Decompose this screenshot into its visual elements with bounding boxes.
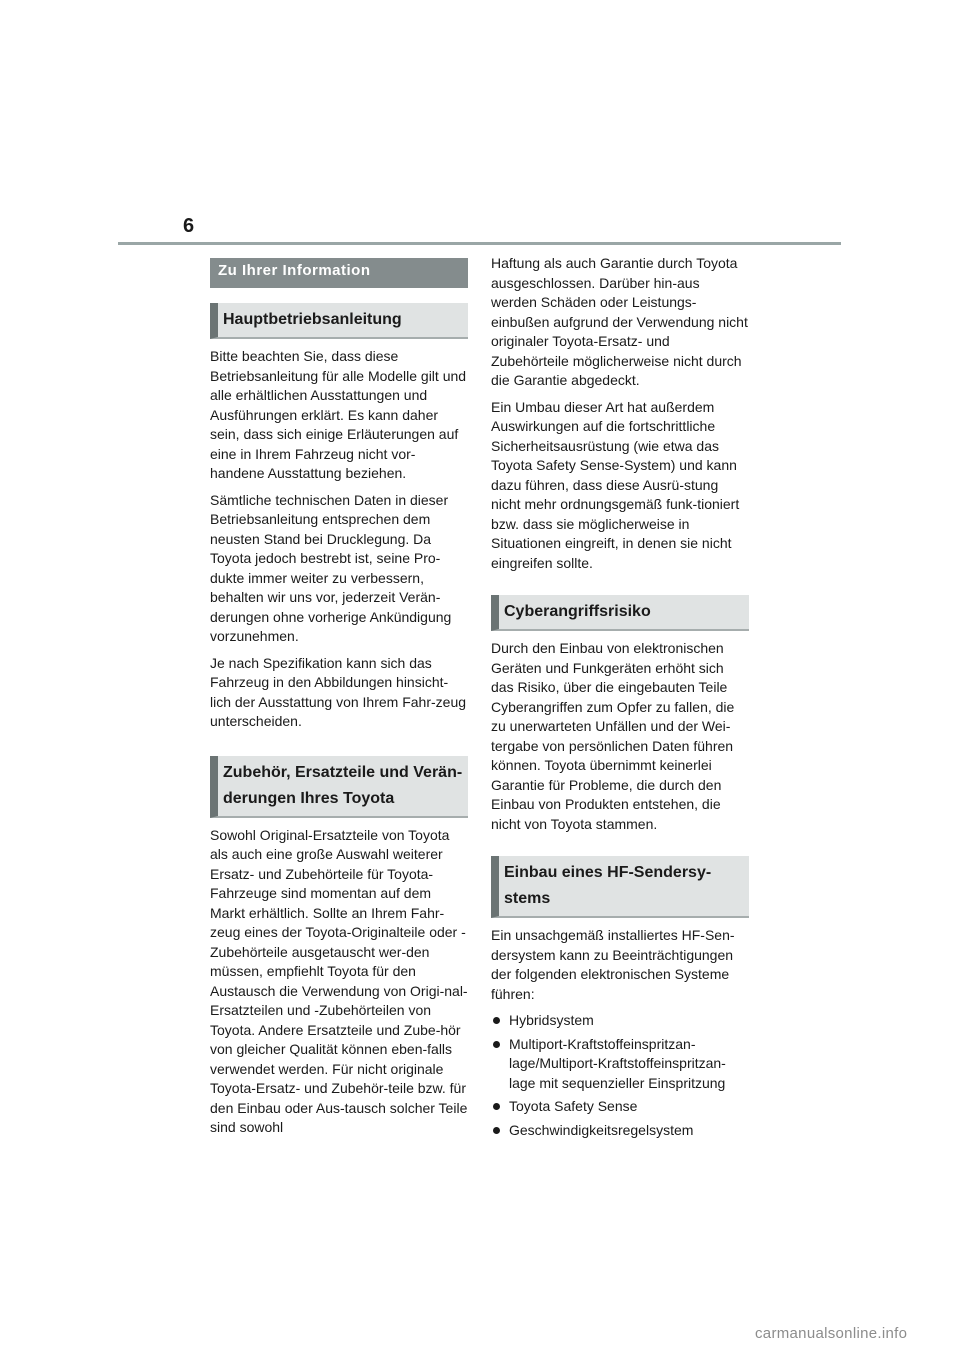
section-heading-accessories: Zubehör, Ersatzteile und Verän-derungen Ihres Toyota bbox=[210, 756, 468, 818]
list-item: Multiport-Kraftstoffeinspritzan-lage/Multiport-Kraftstoffeinspritzan-lage mit sequenzieller Einspritzung bbox=[491, 1035, 749, 1094]
bullet-icon bbox=[493, 1103, 500, 1110]
section-heading-cyber-risk: Cyberangriffsrisiko bbox=[491, 595, 749, 631]
bullet-list bbox=[491, 1011, 749, 1140]
section-heading-rf-transmitter: Einbau eines HF-Sendersy-stems bbox=[491, 856, 749, 918]
paragraph: Ein Umbau dieser Art hat außerdem Auswirkungen auf die fortschrittliche Sicherheitsausrüstung (wie etwa das Toyota Safety Sense-System) und kann dazu führen, dass diese Ausrü-stung nicht mehr ordnungsgemäß funk-tioniert bzw. dass sie möglicherweise in Situationen eingreift, in denen sie nicht eingreifen sollte. bbox=[491, 398, 740, 571]
paragraph: Bitte beachten Sie, dass diese Betriebsanleitung für alle Modelle gilt und alle erhältlichen Ausstattungen und Ausführungen erklärt. Es kann daher sein, dass sich einige Erläuterungen auf eine in Ihrem Fahrzeug nicht vor-handene Ausstattung beziehen. bbox=[210, 348, 467, 481]
paragraph: Durch den Einbau von elektronischen Geräten und Funkgeräten erhöht sich das Risiko, über die eingebauten Teile Cyberangriffen zum Opfer zu fallen, die zu unerwarteten Unfällen und der Wei-tergabe von persönlichen Daten führen können. Toyota übernimmt keinerlei Garantie für Probleme, die durch den Einbau von Produkten entstehen, die nicht von Toyota stammen. bbox=[491, 640, 735, 832]
paragraph: Haftung als auch Garantie durch Toyota ausgeschlossen. Darüber hin-aus werden Schäden oder Leistungs-einbußen aufgrund der Verwendung nicht originaler Toyota-Ersatz- und Zubehörteile möglicherweise nicht durch die Garantie abgedeckt. bbox=[491, 255, 748, 388]
bullet-icon bbox=[493, 1041, 500, 1048]
page-number: 6 bbox=[183, 215, 195, 237]
header-rule bbox=[118, 242, 841, 245]
bullet-icon bbox=[493, 1017, 500, 1024]
chapter-title: Zu Ihrer Information bbox=[210, 258, 468, 288]
paragraph: Sowohl Original-Ersatzteile von Toyota als auch eine große Auswahl weiterer Ersatz- und Zubehörteile für Toyota-Fahrzeuge sind momentan auf dem Markt erhältlich. Sollte an Ihrem Fahr-zeug eines der Toyota-Originalteile oder -Zubehörteile ausgetauscht wer-den müssen, empfiehlt Toyota für den Austausch die Verwendung von Origi-nal-Ersatzteilen und -Zubehörteilen von Toyota. Andere Ersatzteile und Zube-hör von gleicher Qualität können eben-falls verwendet werden. Für nicht originale Toyota-Ersatz- und Zubehör-teile bzw. für den Einbau oder Aus-tausch solcher Teile sind sowohl bbox=[210, 826, 468, 1135]
watermark: carmanualsonline.info bbox=[755, 1325, 908, 1342]
list-item: Hybridsystem bbox=[491, 1011, 749, 1031]
paragraph: Je nach Spezifikation kann sich das Fahrzeug in den Abbildungen hinsicht-lich der Ausstattung von Ihrem Fahr-zeug unterscheiden. bbox=[210, 654, 467, 729]
list-item: Geschwindigkeitsregelsystem bbox=[491, 1121, 749, 1141]
section-heading-main-manual: Hauptbetriebsanleitung bbox=[210, 303, 468, 339]
left-column bbox=[210, 258, 468, 1145]
list-item: Toyota Safety Sense bbox=[491, 1097, 749, 1117]
bullet-icon bbox=[493, 1127, 500, 1134]
right-column bbox=[491, 255, 749, 1144]
paragraph: Ein unsachgemäß installiertes HF-Sen-dersystem kann zu Beeinträchtigungen der folgenden elektronischen Systeme führen: bbox=[491, 927, 735, 1002]
paragraph: Sämtliche technischen Daten in dieser Betriebsanleitung entsprechen dem neusten Stand bei Drucklegung. Da Toyota jedoch bestrebt ist, seine Pro-dukte immer weiter zu verbessern, behalten wir uns vor, jederzeit Verän-derungen ohne vorherige Ankündigung vorzunehmen. bbox=[210, 491, 452, 644]
